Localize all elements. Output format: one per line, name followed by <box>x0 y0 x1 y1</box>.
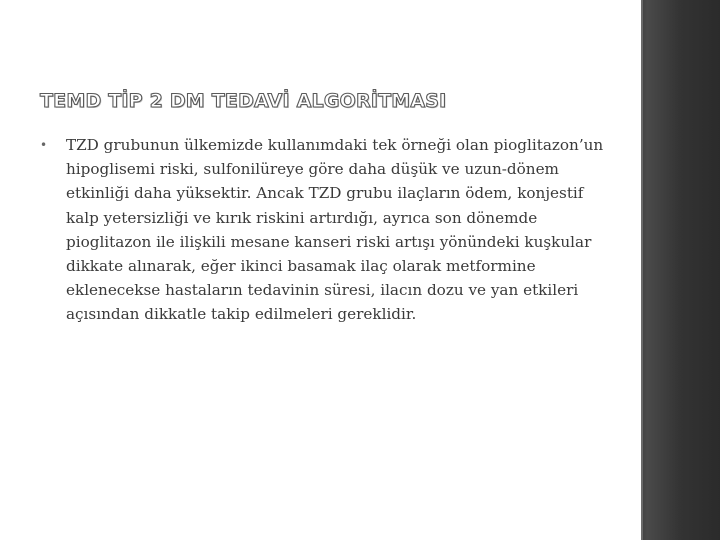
decorative-side-bar <box>641 0 720 540</box>
bullet-item <box>40 133 620 327</box>
bullet-marker-icon: • <box>40 138 48 152</box>
bullet-list <box>40 133 620 327</box>
side-bar-edge <box>641 0 643 540</box>
bullet-text: TZD grubunun ülkemizde kullanımdaki tek örneği olan pioglitazon’un hipoglisemi riski, sulfonilüreye göre daha düşük ve uzun-dönem etkinliği daha yüksektir. Ancak TZD grubu ilaçların ödem, konjestif kalp yetersizliği ve kırık riskini artırdığı, ayrıca son dönemde pioglitazon ile ilişkili mesane kanseri riski artışı yönündeki kuşkular dikkate alınarak, eğer ikinci basamak ilaç olarak metformine eklenecekse hastaların tedavinin süresi, ilacın dozu ve yan etkileri açısından dikkatle takip edilmeleri gereklidir. <box>66 136 604 324</box>
slide-title: TEMD TİP 2 DM TEDAVİ ALGORİTMASI <box>40 90 447 112</box>
